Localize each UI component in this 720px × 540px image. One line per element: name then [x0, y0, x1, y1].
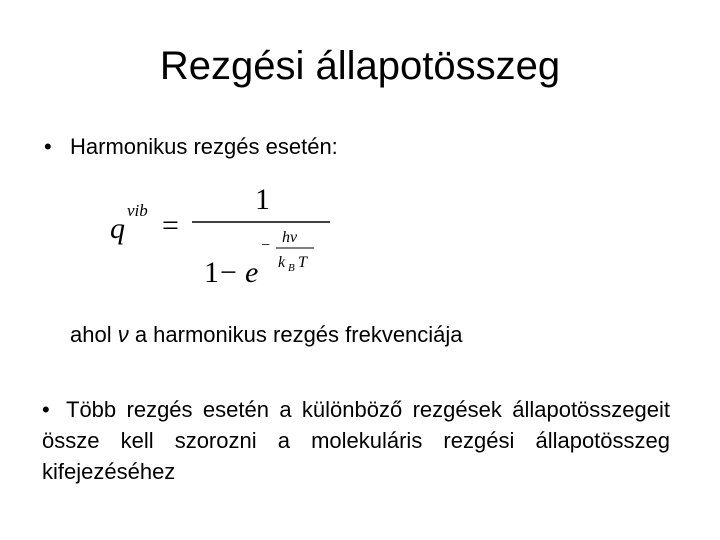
formula-svg: [100, 178, 340, 293]
formula-equals: =: [162, 209, 179, 242]
formula-denominator-one: 1: [204, 256, 219, 289]
formula-exp-sub-b: B: [288, 262, 295, 274]
formula-exp-minus: −: [261, 237, 271, 254]
note-symbol: ν: [117, 322, 129, 347]
formula-exp-hnu: hν: [282, 229, 298, 246]
note-prefix: ahol: [70, 322, 118, 347]
formula-exp-k: k: [278, 254, 286, 271]
formula-numerator: 1: [255, 183, 270, 216]
formula-q: q: [110, 212, 125, 245]
bullet-text: Több rezgés esetén a különböző rezgések állapotösszegeit össze kell szorozni a molekuláris rezgési állapotösszeg kifejezéséhez: [42, 397, 670, 484]
formula-e: e: [245, 256, 259, 289]
formula-exp-t: T: [298, 254, 307, 271]
frequency-note: [70, 320, 463, 350]
bullet-icon: •: [44, 134, 52, 159]
formula-minus: −: [220, 256, 237, 289]
note-suffix: a harmonikus rezgés frekvenciája: [128, 322, 463, 347]
bullet-icon: •: [42, 397, 50, 422]
slide-title: Rezgési állapotösszeg: [159, 44, 561, 88]
formula-vib: vib: [127, 201, 148, 220]
bullet-item-multiple-vibrations: [42, 394, 670, 487]
bullet-item-harmonic: [44, 132, 338, 162]
bullet-text: Harmonikus rezgés esetén:: [70, 134, 338, 159]
vibrational-partition-formula: [100, 178, 340, 293]
